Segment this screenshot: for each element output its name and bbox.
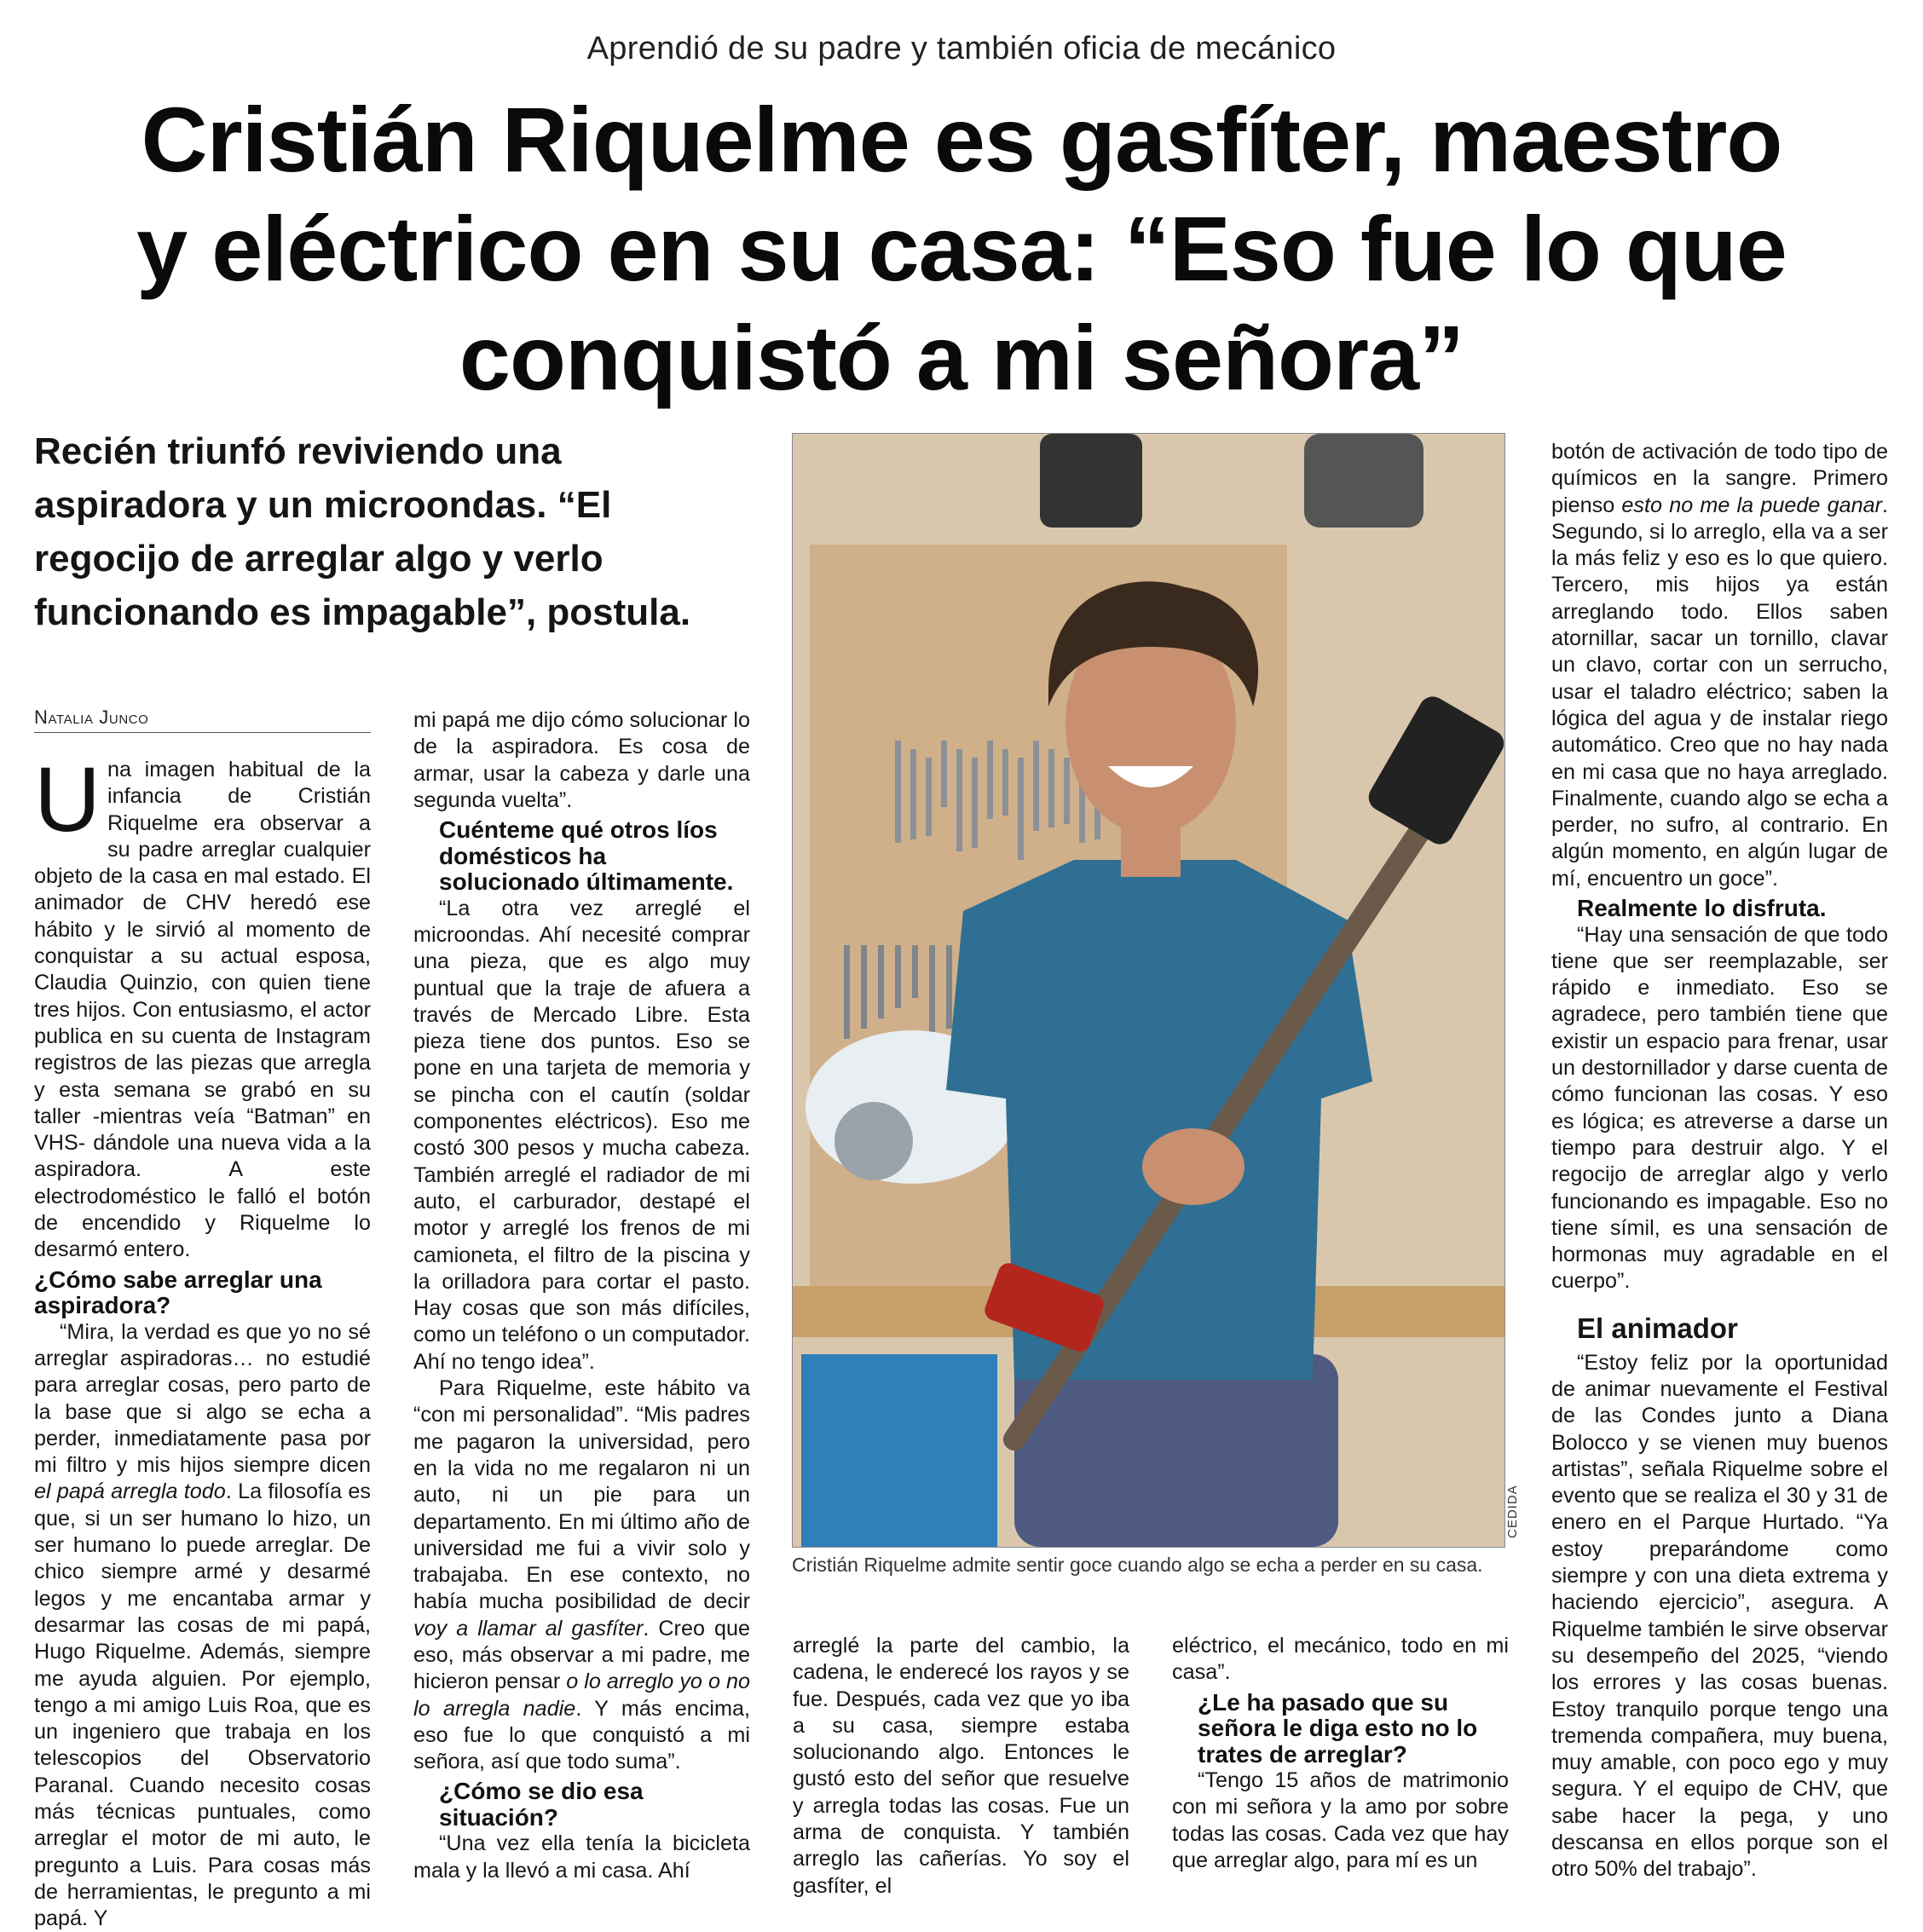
- answer-4-italic: esto no me la puede ganar: [1621, 493, 1882, 517]
- column-5: [1551, 439, 1888, 1883]
- question-1: ¿Cómo sabe arreglar una aspiradora?: [34, 1266, 322, 1319]
- wrench: [912, 945, 918, 998]
- paragraph-3-text: Para Riquelme, este hábito va “con mi personalidad”. “Mis padres me pagaron la universidad, pero en la vida no me regalaron ni un auto, ni un pie para un departamento. En mi último año de universidad me fui a vivir solo y trabajaba. En ese contexto, no había mucha posibilidad de decir: [413, 1376, 750, 1614]
- question-4: ¿Le ha pasado que su señora le diga esto no lo trates de arreglar?: [1198, 1688, 1478, 1768]
- question-3: ¿Cómo se dio esa situación?: [439, 1778, 644, 1831]
- byline-first: Natalia: [34, 706, 94, 728]
- wrench: [1002, 749, 1008, 816]
- wrench: [1064, 758, 1070, 824]
- vacuum-wheel: [834, 1102, 913, 1180]
- subhead: El animador: [1577, 1312, 1738, 1344]
- wrench: [956, 749, 962, 851]
- wrench: [946, 945, 952, 1029]
- answer-1-text-2: . La filosofía es que, si un ser humano lo hizo, un ser humano lo puede arreglar. De chico siempre armé y desarmé legos y me encantaba armar y desarmar las cosas de mi papá, Hugo Riquelme. Además, siempre me ayuda alguien. Por ejemplo, tengo a mi amigo Luis Roa, que es un ingeniero que trabaja en los telescopios del Observatorio Paranal. Cuando necesito cosas más técnicas puntuales, como arreglar el motor de mi auto, le pregunto a Luis. Para cosas más de herramientas, le pregunto a mi papá. Y: [34, 1479, 371, 1931]
- answer-6: “Estoy feliz por la oportunidad de animar nuevamente el Festival de las Condes junto a Diana Bolocco y se vienen muy buenos artistas”, señala Riquelme sobre el evento que se realiza el 30 y 31 de enero en el Parque Hurtado. “Ya estoy preparándome como siempre y con una dieta extrema y haciendo ejercicio”, asegura. A Riquelme también le sirve observar su desempeño del 2025, “viendo los errores y las cosas buenas. Estoy tranquilo porque tengo una tremenda compañera, muy buena, muy amable, con poco ego y muy segura. Y el equipo de CHV, que sabe hacer la pega, y uno descansa en ellos porque son el otro 50% del trabajo”.: [1551, 1350, 1888, 1882]
- answer-1: [34, 1319, 371, 1932]
- photo-caption: Cristián Riquelme admite sentir goce cuando algo se echa a perder en su casa.: [792, 1554, 1483, 1576]
- wrench: [844, 945, 850, 1039]
- wrench: [941, 741, 947, 807]
- answer-2: “La otra vez arreglé el microondas. Ahí necesité comprar una pieza, que es algo muy puntual que la traje de afuera a través de Mercado Libre. Esta pieza tiene dos puntos. Eso se pone en una tarjeta de memoria y se pincha con el cautín (soldar componentes eléctricos). Eso me costó 300 pesos y mucha cabeza. También arreglé el radiador de mi auto, el carburador, destapé el motor y arreglé los frenos de mi camioneta, el filtro de la piscina y la orilladora para cortar el pasto. Hay cosas que son más difíciles, como un teléfono o un computador. Ahí no tengo idea”.: [413, 896, 750, 1374]
- intro-paragraph: [34, 747, 371, 1264]
- column-1: [34, 747, 371, 1932]
- deck-line-3: regocijo de arreglar algo y verlo: [34, 538, 603, 580]
- wrench: [987, 741, 993, 819]
- workshop-photo: [792, 433, 1505, 1548]
- answer-1-text: “Mira, la verdad es que yo no sé arreglar aspiradoras… no estudié para arreglar cosas, pero parto de la base que si algo se echa a perder, inmediatamente pasa por mi filtro y mis hijos siempre dicen: [34, 1319, 371, 1478]
- speaker: [1304, 434, 1423, 528]
- wrench: [895, 741, 901, 843]
- paragraph-3-italic-2: o lo arreglo yo o no lo arregla nadie: [413, 1670, 750, 1721]
- column-2: [413, 707, 750, 1884]
- column-4: [1172, 1633, 1509, 1874]
- deck-line-2: aspiradora y un microondas. “El: [34, 484, 612, 526]
- paragraph-3-text-3: . Y más encima, eso fue lo que conquistó a mi señora, así que todo suma”.: [413, 1696, 750, 1774]
- answer-1-italic: el papá arregla todo: [34, 1479, 226, 1504]
- headline-line-2: y eléctrico en su casa: “Eso fue lo que: [136, 197, 1787, 300]
- wrench: [1018, 758, 1024, 860]
- kicker: Aprendió de su padre y también oficia de mecánico: [586, 31, 1337, 66]
- byline-last: Junco: [99, 706, 149, 728]
- answer-3-continued: arreglé la parte del cambio, la cadena, le enderecé los rayos y se fue. Después, cada vez que yo iba a su casa, siempre estaba solucionando algo. Entonces le gustó esto del señor que resuelve y arregla todas las cosas. Fue un arma de conquista. Y también arreglo las cañerías. Yo soy el gasfíter, el: [793, 1634, 1129, 1898]
- column-3: [793, 1633, 1129, 1900]
- wrench: [972, 758, 978, 848]
- welding-mask: [1040, 434, 1142, 528]
- wrench: [929, 945, 935, 1039]
- wrench: [926, 758, 932, 836]
- answer-4: “Tengo 15 años de matrimonio con mi señora y la amo por sobre todas las cosas. Cada vez que hay que arreglar algo, para mí es un: [1172, 1768, 1509, 1872]
- workshop-photo-illustration: [793, 434, 1504, 1547]
- drop-cap: U: [34, 747, 101, 851]
- answer-3: “Una vez ella tenía la bicicleta mala y la llevó a mi casa. Ahí: [413, 1831, 750, 1883]
- intro-text: na imagen habitual de la infancia de Cristián Riquelme era observar a su padre arreglar cualquier objeto de la casa en mal estado. El animador de CHV heredó ese hábito y le sirvió al momento de conquistar a su actual esposa, Claudia Quinzio, con quien tiene tres hijos. Con entusiasmo, el actor publica en su cuenta de Instagram registros de las piezas que arregla y esta semana se grabó en su taller -mientras veía “Batman” en VHS- dándole una nueva vida a la aspiradora. A este electrodoméstico le falló el botón de encendido y Riquelme lo desarmó entero.: [34, 758, 371, 1262]
- wrench: [895, 945, 901, 1008]
- headline: [102, 85, 1821, 412]
- answer-4-continued: [1551, 439, 1888, 892]
- headline-line-1: Cristián Riquelme es gasfíter, maestro: [141, 88, 1782, 191]
- deck-line-1: Recién triunfó reviviendo una: [34, 430, 562, 472]
- photo-credit: CEDIDA: [1505, 1485, 1520, 1538]
- answer-4-text: botón de activación de todo tipo de químicos en la sangre. Primero pienso: [1551, 440, 1888, 517]
- paragraph-3-italic-1: voy a llamar al gasfíter: [413, 1616, 644, 1641]
- wrench: [1033, 741, 1039, 831]
- wrench: [878, 945, 884, 1018]
- question-5: Realmente lo disfruta.: [1577, 895, 1827, 922]
- storage-bin: [801, 1354, 997, 1547]
- answer-1-continued: mi papá me dijo cómo solucionar lo de la aspiradora. Es cosa de armar, usar la cabeza y darle una segunda vuelta”.: [413, 708, 750, 812]
- paragraph-3: [413, 1375, 750, 1775]
- deck-line-4: funcionando es impagable”, postula.: [34, 591, 691, 633]
- answer-4-text-2: . Segundo, si lo arreglo, ella va a ser la más feliz y eso es lo que quiero. Tercero, mis hijos ya están arreglando todo. Ellos saben atornillar, sacar un tornillo, clavar un clavo, cortar con un serrucho, usar el taladro eléctrico; saben la lógica del agua y de instalar riego automático. Creo que no hay nada en mi casa que no haya arreglado. Finalmente, cuando algo se echa a perder, no sufro, al contrario. En algún momento, en algún lugar de mí, encuentro un goce”.: [1551, 493, 1888, 891]
- byline: [34, 706, 371, 733]
- wrench: [861, 945, 867, 1029]
- headline-line-3: conquistó a mi señora”: [459, 306, 1464, 409]
- wrench: [910, 749, 916, 839]
- deck: [34, 424, 767, 639]
- answer-3-end: eléctrico, el mecánico, todo en mi casa”.: [1172, 1634, 1509, 1685]
- answer-5: “Hay una sensación de que todo tiene que ser reemplazable, ser rápido e inmediato. Eso se agradece, pero también tiene que existir un espacio para frenar, usar un destornillador y darse cuenta de cómo funcionan las cosas. Y eso es lógica; es atreverse a darse un tiempo para destruir algo. Y el regocijo de arreglar algo y verlo funcionando es impagable. Eso no tiene símil, es una sensación de hormonas muy agradable en el cuerpo”.: [1551, 922, 1888, 1294]
- question-2: Cuénteme qué otros líos domésticos ha solucionado últimamente.: [439, 816, 734, 896]
- paragraph-3-text-2: . Creo que eso, más observar a mi padre, me hicieron pensar: [413, 1616, 750, 1694]
- wrench: [1048, 749, 1054, 828]
- hand: [1142, 1128, 1244, 1205]
